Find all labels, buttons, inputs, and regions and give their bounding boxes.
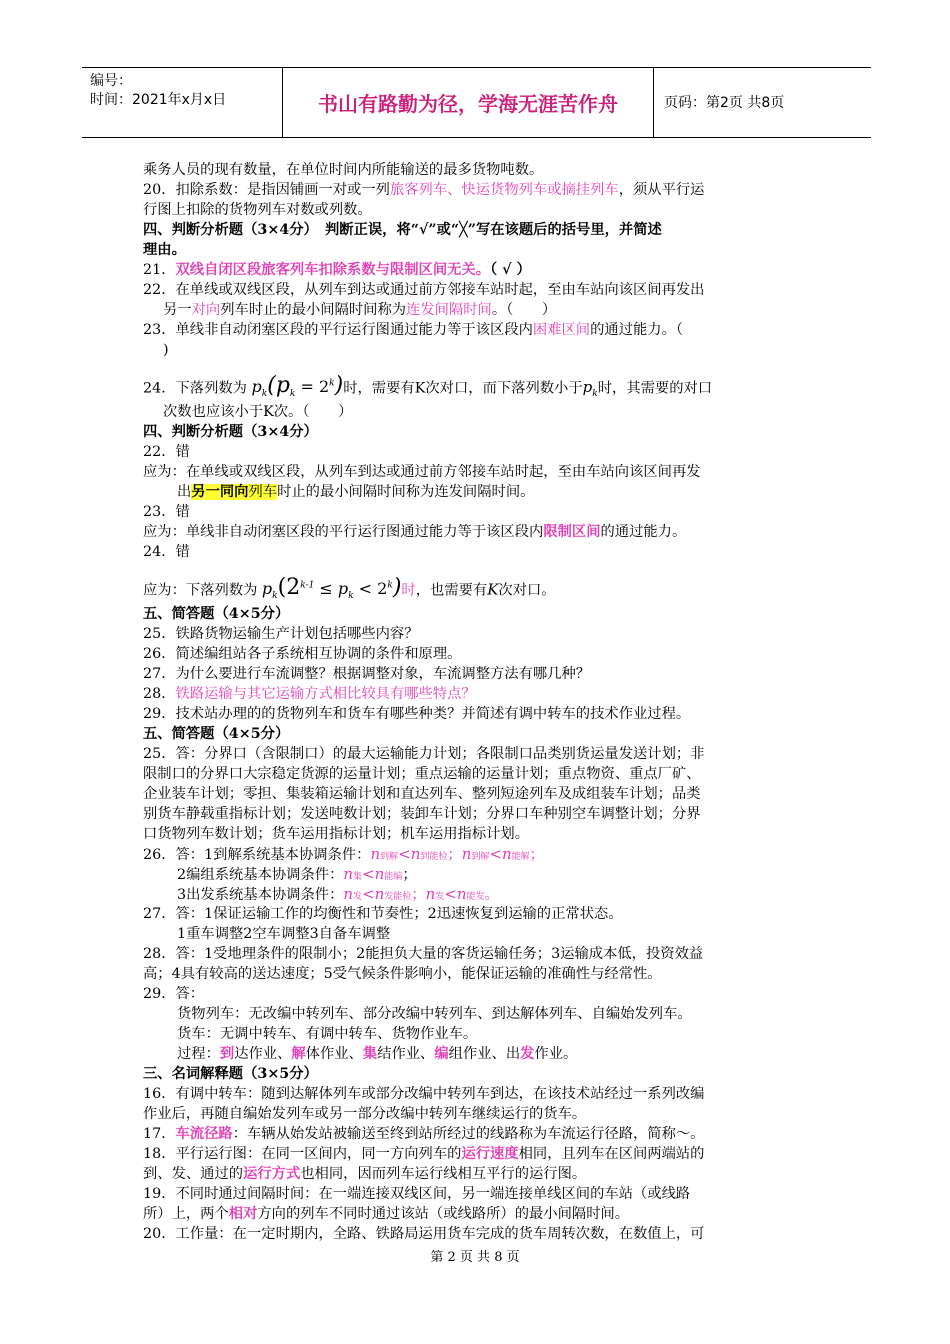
formula: $p_k(p_k = 2^k)$ bbox=[251, 373, 344, 400]
header-motto-cell bbox=[283, 68, 654, 137]
text-line: 应为：下落列数为 $p_k(2^{k-1} \le p_k < 2^k)$时，也需要有K次对口。 bbox=[143, 575, 556, 602]
section-heading: 理由。 bbox=[143, 242, 186, 258]
question-28: 28．铁路运输与其它运输方式相比较具有哪些特点？ bbox=[143, 686, 476, 702]
text-line: 次数也应该小于K次。（ ） bbox=[163, 404, 353, 420]
text-line: 口货物列车数计划；货车运用指标计划；机车运用指标计划。 bbox=[143, 826, 530, 842]
page-number: 页码：第2页 共8页 bbox=[664, 94, 785, 111]
text-line: 应为：在单线或双线区段，从列车到达或通过前方邻接车站时起，至由车站向该区间再发 bbox=[143, 464, 701, 480]
question-29: 29．技术站办理的的货物列车和货车有哪些种类？并简述有调中转车的技术作业过程。 bbox=[143, 706, 691, 722]
text-line: 17．车流径路：车辆从始发站被输送至终到站所经过的线路称为车流运行径路，简称～。 bbox=[143, 1126, 705, 1142]
text-line: 16．有调中转车：随到达解体列车或部分改编中转列车到达，在该技术站经过一系列改编 bbox=[143, 1086, 705, 1102]
text-line: 企业装车计划；零担、集装箱运输计划和直达列车、整列短途列车及成组装车计划；品类 bbox=[143, 786, 701, 802]
section-heading: 五、简答题（4×5分） bbox=[143, 726, 290, 742]
header-motto: 书山有路勤为径，学海无涯苦作舟 bbox=[318, 92, 618, 116]
text-line: 限制口的分界口大宗稳定货源的运量计划；重点运输的运量计划；重点物资、重点厂矿、 bbox=[143, 766, 701, 782]
formula: $p_k(2^{k-1} \le p_k < 2^k)$ bbox=[261, 575, 402, 602]
text-line: 货物列车：无改编中转列车、部分改编中转列车、到达解体列车、自编始发列车。 bbox=[177, 1006, 692, 1022]
answer-label: 24．错 bbox=[143, 544, 190, 560]
text-line: 作业后，再随自编始发列车或另一部分改编中转列车继续运行的货车。 bbox=[143, 1106, 587, 1122]
text-line: 20．工作量：在一定时期内，全路、铁路局运用货车完成的货车周转次数，在数值上，可 bbox=[143, 1226, 705, 1242]
text-line: 另一对向列车时止的最小间隔时间称为连发间隔时间。（ ） bbox=[163, 302, 557, 318]
text-line: 应为：单线非自动闭塞区段的平行运行图通过能力等于该区段内限制区间的通过能力。 bbox=[143, 524, 687, 540]
formula: $p_k$ bbox=[582, 378, 598, 400]
text-line: 29．答： bbox=[143, 986, 205, 1002]
text-line: 20．扣除系数：是指因铺画一对或一列旅客列车、快运货物列车或摘挂列车，须从平行运 bbox=[143, 182, 705, 198]
text-line: 到、发、通过的运行方式也相同，因而列车运行线相互平行的运行图。 bbox=[143, 1166, 587, 1182]
text-line: 过程：到达作业、解体作业、集结作业、编组作业、出发作业。 bbox=[177, 1046, 578, 1062]
question-21: 21．双线自闭区段旅客列车扣除系数与限制区间无关。（ √ ） bbox=[143, 262, 531, 278]
text-line: 别货车静载重指标计划；发送吨数计划；装卸车计划；分界口车种别空车调整计划；分界 bbox=[143, 806, 701, 822]
question-23: 23．单线非自动闭塞区段的平行运行图通过能力等于该区段内困难区间的通过能力。（ bbox=[143, 322, 684, 338]
question-27: 27．为什么要进行车流调整？根据调整对象，车流调整方法有哪几种？ bbox=[143, 666, 591, 682]
answer-label: 22．错 bbox=[143, 444, 190, 460]
answer-label: 23．错 bbox=[143, 504, 190, 520]
text-line: 乘务人员的现有数量，在单位时间内所能输送的最多货物吨数。 bbox=[143, 162, 544, 178]
question-26: 26．简述编组站各子系统相互协调的条件和原理。 bbox=[143, 646, 462, 662]
document-date: 时间：2021年x月x日 bbox=[90, 92, 227, 108]
text-line: 货车：无调中转车、有调中转车、货物作业车。 bbox=[177, 1026, 478, 1042]
document-body bbox=[143, 160, 810, 1244]
text-line: 所）上，两个相对方向的列车不同时通过该站（或线路所）的最小间隔时间。 bbox=[143, 1206, 630, 1222]
text-line: 1重车调整2空车调整3自备车调整 bbox=[177, 926, 391, 942]
section-heading: 五、简答题（4×5分） bbox=[143, 606, 290, 622]
question-25: 25．铁路货物运输生产计划包括哪些内容？ bbox=[143, 626, 419, 642]
text-line: 25．答：分界口（含限制口）的最大运输能力计划；各限制口品类别货运量发送计划；非 bbox=[143, 746, 705, 762]
text-line: 27．答：1保证运输工作的均衡性和节奏性；2迅速恢复到运输的正常状态。 bbox=[143, 906, 623, 922]
text-line: 19．不同时通过间隔时间：在一端连接双线区间，另一端连接单线区间的车站（或线路 bbox=[143, 1186, 691, 1202]
text-line: 26．答：1到解系统基本协调条件：n到解<n到能检；n到解<n能解； bbox=[143, 845, 544, 863]
text-line: ) bbox=[163, 342, 169, 358]
question-22: 22．在单线或双线区段，从列车到达或通过前方邻接车站时起，至由车站向该区间再发出 bbox=[143, 282, 705, 298]
text-line: 3出发系统基本协调条件：n发<n发能检；n发<n能发。 bbox=[177, 885, 499, 903]
text-line: 高；4具有较高的送达速度；5受气候条件影响小，能保证运输的准确性与经常性。 bbox=[143, 966, 662, 982]
text-line: 18．平行运行图：在同一区间内，同一方向列车的运行速度相同，且列车在区间两端站的 bbox=[143, 1146, 705, 1162]
serial-number: 编号： bbox=[90, 73, 132, 89]
text-line: 28．答：1受地理条件的限制小；2能担负大量的客货运输任务；3运输成本低，投资效益 bbox=[143, 946, 704, 962]
section-heading: 四、判断分析题（3×4分） bbox=[143, 424, 318, 440]
question-24: 24．下落列数为 $p_k(p_k = 2^k)$时，需要有K次对口，而下落列数小于$p_k$时，其需要的对口 bbox=[143, 373, 713, 400]
text-line: 行图上扣除的货物列车对数或列数。 bbox=[143, 202, 372, 218]
text-line: 出另一同向列车时止的最小间隔时间称为连发间隔时间。 bbox=[177, 484, 535, 500]
section-heading: 四、判断分析题（3×4分） 判断正误，将“√”或“╳”写在该题后的括号里，并简述 bbox=[143, 222, 662, 238]
text-line: 2编组系统基本协调条件：n集<n能编； bbox=[177, 865, 417, 883]
page-footer: 第 2 页 共 8 页 bbox=[430, 1250, 520, 1265]
page-header bbox=[82, 67, 871, 138]
section-heading: 三、名词解释题（3×5分） bbox=[143, 1066, 318, 1082]
header-page-cell bbox=[654, 68, 871, 137]
header-meta bbox=[82, 68, 283, 137]
